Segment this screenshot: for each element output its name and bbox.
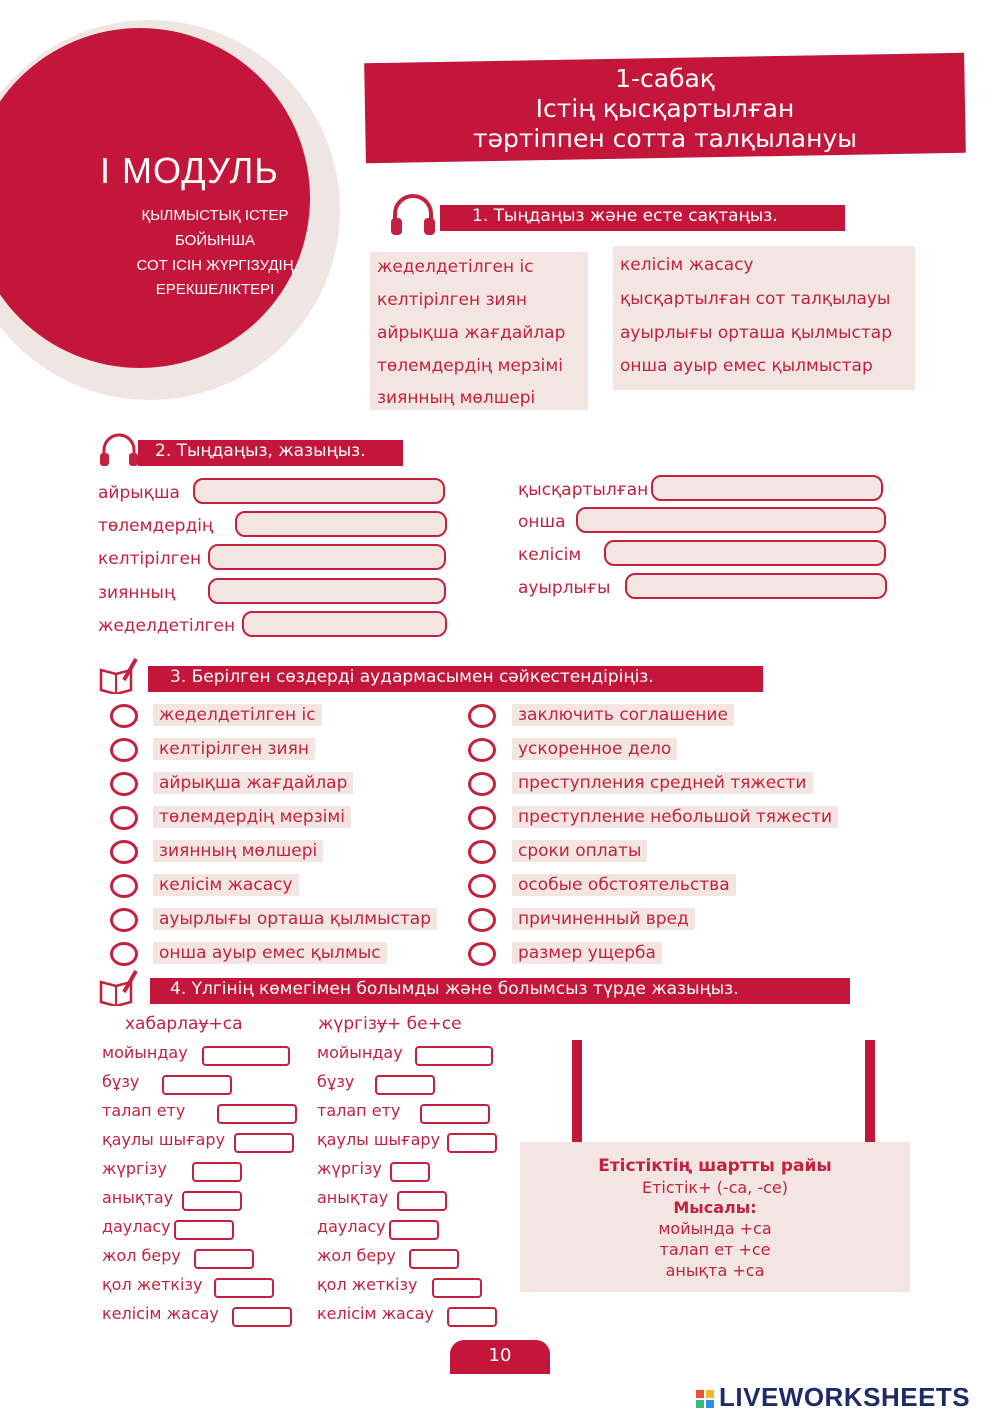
vocab-word: қысқартылған сот талқылауы	[620, 289, 891, 309]
write-field[interactable]	[625, 573, 887, 599]
verb-label: қол жеткізу	[317, 1275, 418, 1294]
book-pencil-icon	[98, 968, 140, 1006]
match-word-russian: причиненный вред	[512, 908, 695, 930]
page-number: 10	[488, 1345, 512, 1366]
match-circle[interactable]	[110, 942, 138, 966]
match-circle[interactable]	[110, 874, 138, 898]
match-circle[interactable]	[468, 942, 496, 966]
match-word-russian: преступления средней тяжести	[512, 772, 813, 794]
module-subtitle-line: БОЙЫНША	[175, 232, 255, 249]
affirmative-field[interactable]	[174, 1220, 234, 1240]
affirmative-field[interactable]	[194, 1249, 254, 1269]
verb-label: жүргізу	[317, 1159, 382, 1178]
match-circle[interactable]	[468, 806, 496, 830]
affirmative-field[interactable]	[162, 1075, 232, 1095]
sign-examples-label: Мысалы:	[673, 1198, 757, 1217]
match-circle[interactable]	[110, 806, 138, 830]
vocab-word: ауырлығы орташа қылмыстар	[620, 323, 892, 343]
sign-example: мойында +са	[658, 1219, 772, 1238]
match-word-russian: размер ущерба	[512, 942, 662, 964]
match-circle[interactable]	[468, 772, 496, 796]
verb-label: қаулы шығару	[102, 1130, 226, 1149]
write-field[interactable]	[235, 511, 447, 537]
match-circle[interactable]	[110, 738, 138, 762]
module-subtitle-line: ЕРЕКШЕЛІКТЕРІ	[155, 281, 275, 298]
write-label: зиянның	[98, 583, 176, 603]
match-word-kazakh: жеделдетілген іс	[153, 704, 322, 726]
negative-field[interactable]	[375, 1075, 435, 1095]
match-word-kazakh: келісім жасасу	[153, 874, 299, 896]
write-field[interactable]	[576, 507, 886, 533]
section1-title: 1. Тыңдаңыз және есте сақтаңыз.	[472, 206, 778, 226]
write-field[interactable]	[651, 475, 883, 501]
verb-label: талап ету	[102, 1101, 186, 1120]
negative-field[interactable]	[447, 1307, 497, 1327]
negative-field[interactable]	[409, 1249, 459, 1269]
affirmative-field[interactable]	[234, 1133, 294, 1153]
section2-title: 2. Тыңдаңыз, жазыңыз.	[155, 441, 366, 461]
match-circle[interactable]	[110, 908, 138, 932]
sign-post-right	[865, 1040, 875, 1150]
verb-label: дауласу	[317, 1217, 386, 1236]
verb-label: анықтау	[317, 1188, 389, 1207]
match-circle[interactable]	[110, 704, 138, 728]
match-word-kazakh: келтірілген зиян	[153, 738, 315, 760]
negative-field[interactable]	[389, 1220, 439, 1240]
sign-title: Етістіктің шартты райы	[598, 1156, 832, 1176]
match-circle[interactable]	[468, 840, 496, 864]
book-pencil-icon	[98, 656, 140, 694]
vocab-word: зиянның мөлшері	[377, 388, 536, 408]
vocab-word: келтірілген зиян	[377, 290, 527, 310]
sign-example: анықта +са	[665, 1261, 765, 1280]
write-field[interactable]	[193, 478, 445, 504]
vocab-word: онша ауыр емес қылмыстар	[620, 356, 873, 376]
match-word-kazakh: зиянның мөлшері	[153, 840, 323, 862]
verb-label: дауласу	[102, 1217, 171, 1236]
write-label: келісім	[518, 545, 582, 565]
verb-label: қаулы шығару	[317, 1130, 441, 1149]
match-word-russian: сроки оплаты	[512, 840, 647, 862]
section4-title: 4. Үлгінің көмегімен болымды және болымсыз түрде жазыңыз.	[170, 979, 739, 999]
vocab-word: айрықша жағдайлар	[377, 323, 566, 343]
module-subtitle-line: СОТ ІСІН ЖҮРГІЗУДІҢ	[136, 257, 294, 274]
lesson-title-line: тәртіппен сотта талқылануы	[473, 124, 857, 153]
write-field[interactable]	[208, 544, 446, 570]
pattern-header-affirmative: хабарлау+са	[125, 1014, 243, 1034]
match-word-kazakh: ауырлығы орташа қылмыстар	[153, 908, 437, 930]
verb-label: мойындау	[102, 1043, 188, 1062]
write-label: жеделдетілген	[98, 616, 236, 636]
module-title: І МОДУЛЬ	[100, 150, 279, 191]
verb-label: жол беру	[317, 1246, 396, 1265]
write-label: онша	[518, 512, 566, 532]
match-word-russian: заключить соглашение	[512, 704, 734, 726]
lesson-number: 1-сабақ	[615, 64, 715, 93]
sign-formula: Етістік+ (-са, -се)	[641, 1178, 789, 1197]
verb-label: қол жеткізу	[102, 1275, 203, 1294]
write-field[interactable]	[242, 611, 447, 637]
verb-label: бұзу	[317, 1072, 355, 1091]
sign-post-left	[572, 1040, 582, 1150]
liveworksheets-logo: LIVEWORKSHEETS	[695, 1382, 970, 1413]
write-label: айрықша	[98, 483, 180, 503]
verb-label: анықтау	[102, 1188, 174, 1207]
verb-label: талап ету	[317, 1101, 401, 1120]
negative-field[interactable]	[432, 1278, 482, 1298]
affirmative-field[interactable]	[182, 1191, 242, 1211]
match-circle[interactable]	[468, 874, 496, 898]
negative-field[interactable]	[447, 1133, 497, 1153]
write-label: төлемдердің	[98, 516, 214, 536]
write-field[interactable]	[604, 540, 886, 566]
affirmative-field[interactable]	[192, 1162, 242, 1182]
match-word-russian: особые обстоятельства	[512, 874, 736, 896]
match-word-russian: преступление небольшой тяжести	[512, 806, 838, 828]
affirmative-field[interactable]	[214, 1278, 274, 1298]
lesson-title-line: Істің қысқартылған	[535, 94, 795, 123]
write-field[interactable]	[208, 578, 446, 604]
write-label: келтірілген	[98, 549, 202, 569]
headphones-icon	[388, 192, 438, 238]
verb-label: келісім жасау	[317, 1304, 434, 1323]
verb-label: келісім жасау	[102, 1304, 219, 1323]
write-label: ауырлығы	[518, 578, 611, 598]
negative-field[interactable]	[420, 1104, 490, 1124]
module-subtitle-line: ҚЫЛМЫСТЫҚ ІСТЕР	[141, 207, 289, 224]
verb-label: жүргізу	[102, 1159, 167, 1178]
section3-title: 3. Берілген сөздерді аудармасымен сәйкестендіріңіз.	[170, 667, 654, 687]
match-word-kazakh: төлемдердің мерзімі	[153, 806, 351, 828]
match-circle[interactable]	[110, 772, 138, 796]
match-word-kazakh: айрықша жағдайлар	[153, 772, 353, 794]
sign-example: талап ет +се	[659, 1240, 771, 1259]
verb-label: мойындау	[317, 1043, 403, 1062]
negative-field[interactable]	[390, 1162, 430, 1182]
match-circle[interactable]	[110, 840, 138, 864]
verb-label: жол беру	[102, 1246, 181, 1265]
write-label: қысқартылған	[518, 480, 649, 500]
affirmative-field[interactable]	[202, 1046, 290, 1066]
pattern-header-negative: жүргізу+ бе+се	[318, 1014, 462, 1034]
affirmative-field[interactable]	[232, 1307, 292, 1327]
verb-label: бұзу	[102, 1072, 140, 1091]
match-circle[interactable]	[468, 908, 496, 932]
match-word-kazakh: онша ауыр емес қылмыс	[153, 942, 387, 964]
negative-field[interactable]	[415, 1046, 493, 1066]
headphones-icon	[98, 432, 140, 468]
match-circle[interactable]	[468, 704, 496, 728]
match-circle[interactable]	[468, 738, 496, 762]
match-word-russian: ускоренное дело	[512, 738, 677, 760]
negative-field[interactable]	[397, 1191, 447, 1211]
vocab-word: жеделдетілген іс	[377, 257, 534, 277]
affirmative-field[interactable]	[217, 1104, 297, 1124]
vocab-word: төлемдердің мерзімі	[377, 356, 563, 376]
vocab-word: келісім жасасу	[620, 255, 754, 275]
